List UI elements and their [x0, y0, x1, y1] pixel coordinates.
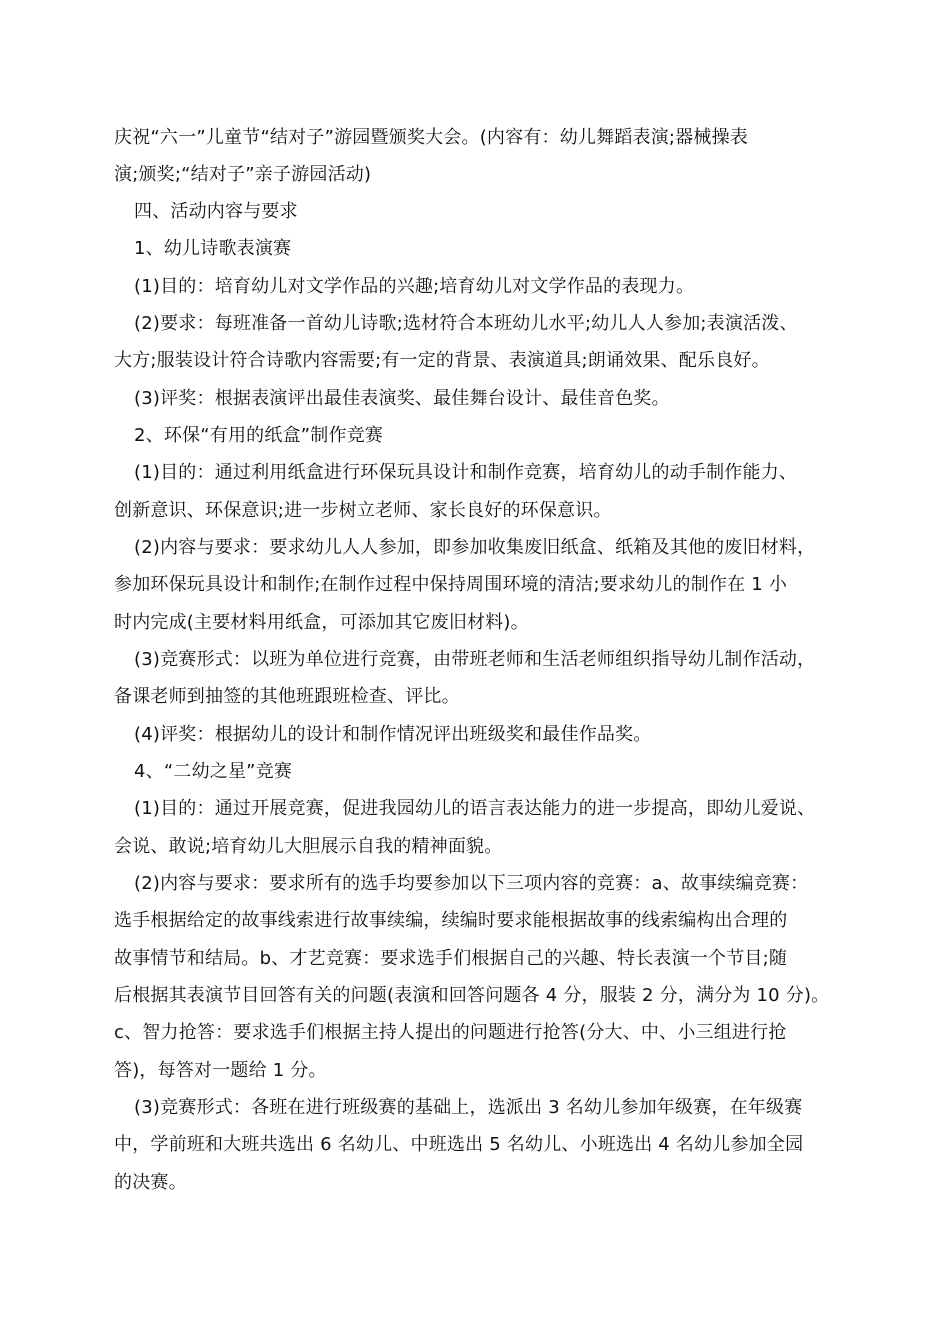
- text-line: 创新意识、环保意识;进一步树立老师、家长良好的环保意识。: [114, 500, 612, 521]
- text-line: c、智力抢答：要求选手们根据主持人提出的问题进行抢答(分大、中、小三组进行抢: [114, 1022, 787, 1043]
- text-line: 中，学前班和大班共选出 6 名幼儿、中班选出 5 名幼儿、小班选出 4 名幼儿参加全园: [114, 1134, 804, 1155]
- section-heading: 四、活动内容与要求: [134, 201, 298, 222]
- text-line: 会说、敢说;培育幼儿大胆展示自我的精神面貌。: [114, 836, 503, 857]
- text-line: 的决赛。: [114, 1172, 187, 1193]
- text-line: (2)要求：每班准备一首幼儿诗歌;选材符合本班幼儿水平;幼儿人人参加;表演活泼、: [134, 313, 798, 334]
- subsection-heading: 1、幼儿诗歌表演赛: [134, 238, 292, 259]
- text-line: (1)目的：通过利用纸盒进行环保玩具设计和制作竞赛，培育幼儿的动手制作能力、: [134, 462, 798, 483]
- text-line: (1)目的：通过开展竞赛，促进我园幼儿的语言表达能力的进一步提高，即幼儿爱说、: [134, 798, 816, 819]
- text-line: 参加环保玩具设计和制作;在制作过程中保持周围环境的清洁;要求幼儿的制作在 1 小: [114, 574, 788, 595]
- text-line: (2)内容与要求：要求所有的选手均要参加以下三项内容的竞赛：a、故事续编竞赛：: [134, 873, 809, 894]
- text-line: 大方;服装设计符合诗歌内容需要;有一定的背景、表演道具;朗诵效果、配乐良好。: [114, 350, 770, 371]
- text-line: 选手根据给定的故事线索进行故事续编，续编时要求能根据故事的线索编构出合理的: [114, 910, 788, 931]
- text-line: (1)目的：培育幼儿对文学作品的兴趣;培育幼儿对文学作品的表现力。: [134, 276, 695, 297]
- subsection-heading: 4、“二幼之星”竞赛: [134, 761, 293, 782]
- text-line: 后根据其表演节目回答有关的问题(表演和回答问题各 4 分，服装 2 分，满分为 10 分)。: [114, 985, 830, 1006]
- text-line: 庆祝“六一”儿童节“结对子”游园暨颁奖大会。(内容有：幼儿舞蹈表演;器械操表: [114, 127, 748, 148]
- text-line: 演;颁奖;“结对子”亲子游园活动): [114, 164, 372, 185]
- text-line: (3)竞赛形式：以班为单位进行竞赛，由带班老师和生活老师组织指导幼儿制作活动，: [134, 649, 816, 670]
- text-line: (2)内容与要求：要求幼儿人人参加，即参加收集废旧纸盒、纸箱及其他的废旧材料，: [134, 537, 816, 558]
- text-line: 故事情节和结局。b、才艺竞赛：要求选手们根据自己的兴趣、特长表演一个节目;随: [114, 948, 788, 969]
- text-line: (4)评奖：根据幼儿的设计和制作情况评出班级奖和最佳作品奖。: [134, 724, 652, 745]
- text-line: (3)竞赛形式：各班在进行班级赛的基础上，选派出 3 名幼儿参加年级赛，在年级赛: [134, 1097, 803, 1118]
- text-line: (3)评奖：根据表演评出最佳表演奖、最佳舞台设计、最佳音色奖。: [134, 388, 670, 409]
- text-line: 答)，每答对一题给 1 分。: [114, 1060, 327, 1081]
- text-line: 时内完成(主要材料用纸盒，可添加其它废旧材料)。: [114, 612, 529, 633]
- text-line: 备课老师到抽签的其他班跟班检查、评比。: [114, 686, 460, 707]
- subsection-heading: 2、环保“有用的纸盒”制作竞赛: [134, 425, 384, 446]
